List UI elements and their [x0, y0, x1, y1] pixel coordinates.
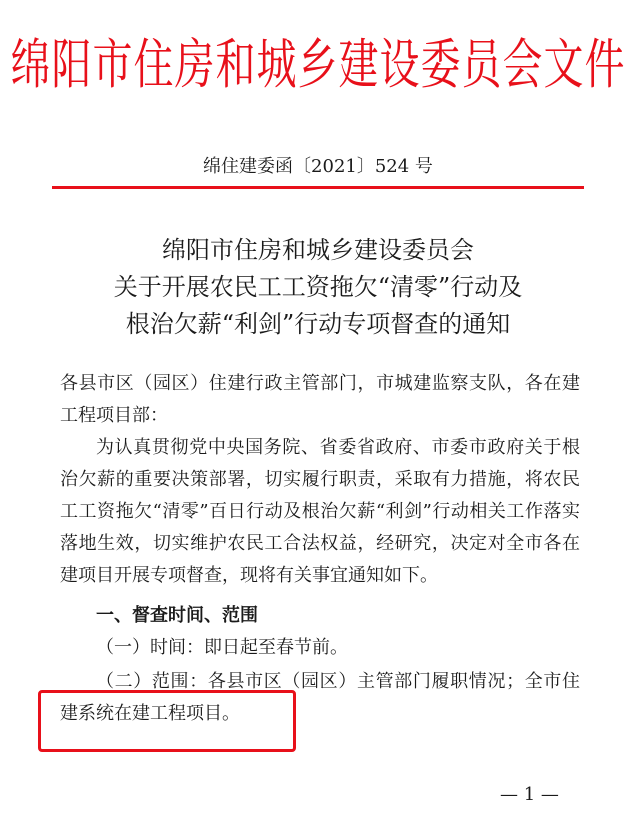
- issuer-header: 绵阳市住房和城乡建设委员会文件: [10, 34, 626, 97]
- title-line-3: 根治欠薪“利剑”行动专项督查的通知: [125, 310, 511, 338]
- intro-paragraph: 为认真贯彻党中央国务院、省委省政府、市委市政府关于根治欠薪的重要决策部署，切实履行职责，采取有力措施，将农民工工资拖欠“清零”百日行动及根治欠薪“利剑”行动相关工作落实落地生效，切实维护农民工合法权益，经研究，决定对全市各在建项目开展专项督查，现将有关事宜通知如下。: [60, 437, 580, 586]
- highlight-box: [38, 690, 296, 752]
- document-number: 绵住建委函〔2021〕524 号: [203, 156, 433, 177]
- title-line-2: 关于开展农民工工资拖欠“清零”行动及: [113, 273, 523, 301]
- red-divider-line: [52, 186, 584, 189]
- item-scope: （二）范围：各县市区（园区）主管部门履职情况；全市住建系统在建工程项目。: [60, 671, 580, 724]
- salutation: 各县市区（园区）住建行政主管部门，市城建监察支队，各在建工程项目部：: [60, 373, 580, 426]
- section-heading: 一、督查时间、范围: [96, 605, 258, 626]
- page-number: — 1 —: [500, 784, 559, 805]
- title-line-1: 绵阳市住房和城乡建设委员会: [162, 236, 474, 264]
- item-time: （一）时间：即日起至春节前。: [96, 637, 348, 658]
- document-title: [0, 232, 636, 343]
